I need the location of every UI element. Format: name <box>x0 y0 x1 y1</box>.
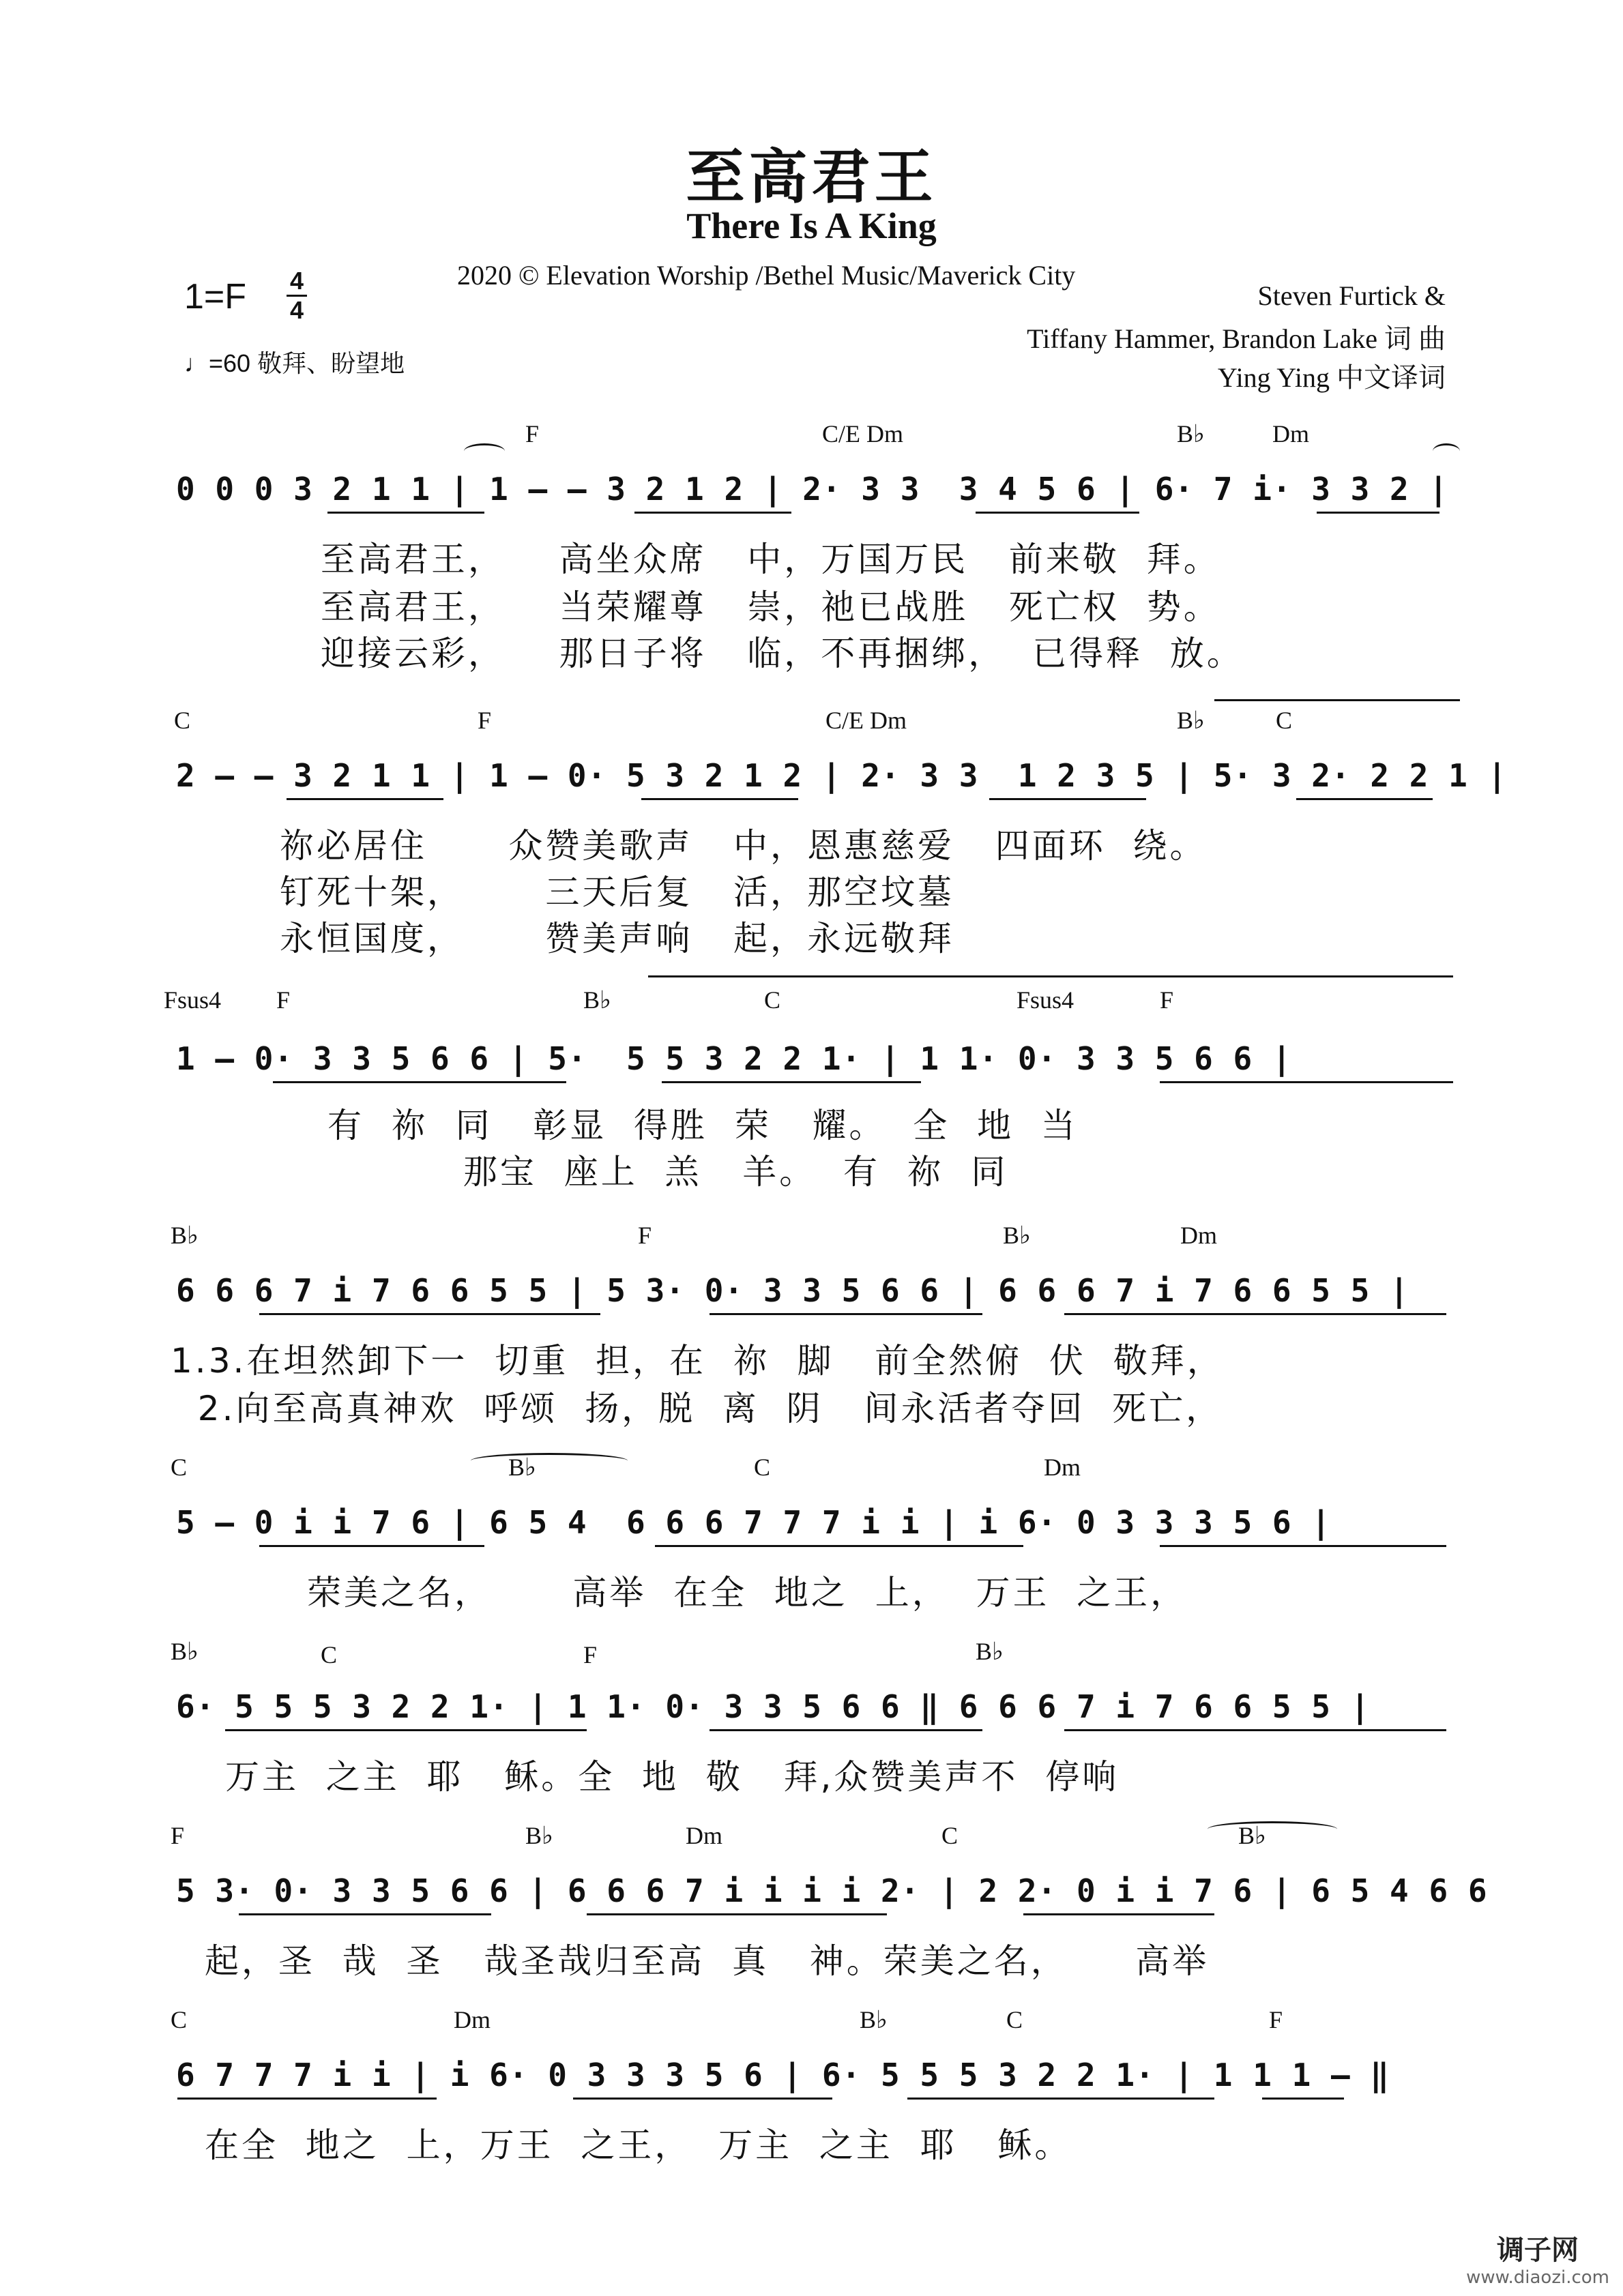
lyric-chorus: 万主 之主 耶 稣。全 地 敬 拜,众赞美声不 停响 <box>225 1757 1120 1797</box>
beam-line <box>1023 1913 1214 1915</box>
song-subtitle: There Is A King <box>686 205 937 246</box>
lyric-verse-2: 钉死十架， 三天后复 活，那空坟墓 <box>280 872 955 912</box>
chord-symbol: Fsus4 <box>164 986 222 1014</box>
lyric-verse-1: 至高君王， 高坐众席 中，万国万民 前来敬 拜。 <box>321 540 1220 579</box>
chord-symbol: F <box>638 1222 652 1249</box>
lyric-chorus: 荣美之名， 高举 在全 地之 上， 万王 之王， <box>307 1573 1188 1613</box>
beam-line <box>1317 512 1439 514</box>
lyric-chorus: 在全 地之 上，万王 之王， 万主 之主 耶 稣。 <box>205 2125 1072 2165</box>
notation-line: 2 – – 3 2 1 1 | 1 – 0· 5 3 2 1 2 | 2· 3 3 1 2 3 5 | 5· 3 2· 2 2 1 | <box>176 757 1508 794</box>
tempo-marking: ♩=60 敬拜、盼望地 <box>184 349 405 377</box>
lyric-verse-2: 2.向至高真神欢 呼颂 扬，脱 离 阴 间永活者夺回 死亡， <box>171 1389 1223 1428</box>
beam-line <box>710 1313 982 1315</box>
notation-line: 6· 5 5 5 3 2 2 1· | 1 1· 0· 3 3 5 6 6 ‖ 6 6 6 7 i 7 6 6 5 5 | <box>176 1688 1371 1725</box>
beam-line <box>710 1729 982 1731</box>
chord-symbol: Dm <box>1180 1222 1217 1249</box>
chord-symbol: F <box>525 420 540 447</box>
chord-symbol: F <box>478 707 492 734</box>
chord-symbol: B♭ <box>171 1222 199 1249</box>
beam-line <box>641 798 798 800</box>
lyric-verse-1: 祢必居住 众赞美歌声 中，恩惠慈爱 四面环 绕。 <box>280 826 1207 866</box>
chord-symbol: B♭ <box>860 2006 888 2033</box>
chord-symbol: C <box>1276 707 1293 734</box>
chord-symbol: B♭ <box>583 986 611 1014</box>
chord-symbol: B♭ <box>1177 707 1205 734</box>
beam-line <box>587 1913 887 1915</box>
beam-line <box>177 2098 437 2100</box>
lyric-verse-3: 迎接云彩， 那日子将 临，不再捆绑， 已得释 放。 <box>321 634 1244 673</box>
chord-symbol: Fsus4 <box>1017 986 1074 1014</box>
beam-line <box>287 798 443 800</box>
key-signature: 1=F <box>184 277 247 317</box>
notation-line: 6 6 6 7 i 7 6 6 5 5 | 5 3· 0· 3 3 5 6 6 | 6 6 6 7 i 7 6 6 5 5 | <box>176 1272 1409 1309</box>
lyric-verse-2: 至高君王， 当荣耀尊 崇，祂已战胜 死亡权 势。 <box>321 587 1220 627</box>
chord-symbol: B♭ <box>976 1638 1004 1665</box>
score-system-6 <box>0 1623 1623 1801</box>
beam-line <box>907 2098 1214 2100</box>
chord-symbol: C <box>171 1454 188 1481</box>
beam-line <box>1296 798 1433 800</box>
chord-symbol: F <box>276 986 291 1014</box>
lyric-verse-2: 那宝 座上 羔 羊。 有 祢 同 <box>327 1152 1008 1192</box>
slur-mark <box>471 1453 628 1469</box>
beam-line <box>327 512 484 514</box>
beam-line <box>662 1081 921 1083</box>
time-signature <box>287 267 307 324</box>
chord-symbol: B♭ <box>1177 420 1205 447</box>
beam-line <box>225 1729 587 1731</box>
chord-symbol: C <box>171 2006 188 2033</box>
beam-line <box>573 2098 832 2100</box>
score-system-3 <box>0 969 1623 1201</box>
chord-symbol: C <box>174 707 191 734</box>
score-system-5 <box>0 1439 1623 1617</box>
notation-line: 0 0 0 3 2 1 1 | 1 – – 3 2 1 2 | 2· 3 3 3 4 5 6 | 6· 7 i· 3 3 2 | <box>176 471 1449 507</box>
beam-line <box>976 512 1139 514</box>
song-title: 至高君王 <box>686 143 937 211</box>
chord-symbol: C <box>941 1822 959 1849</box>
copyright-line: 2020 © Elevation Worship /Bethel Music/Maverick City <box>457 260 1076 291</box>
chord-symbol: C/E Dm <box>825 707 907 734</box>
score-system-8 <box>0 1992 1623 2169</box>
chord-symbol: C <box>321 1641 338 1668</box>
volta-bracket <box>648 975 1453 977</box>
lyric-verse-1: 1.3.在坦然卸下一 切重 担，在 祢 脚 前全然俯 伏 敬拜， <box>171 1341 1224 1381</box>
composer-credit-1: Steven Furtick & <box>1257 280 1446 311</box>
beam-line <box>655 1545 1023 1547</box>
beam-line <box>1064 1313 1446 1315</box>
watermark-name: 调子网 <box>1497 2235 1579 2266</box>
chord-symbol: C <box>754 1454 771 1481</box>
score-system-7 <box>0 1808 1623 1985</box>
score-system-2 <box>0 689 1623 958</box>
chord-symbol: Dm <box>1272 420 1309 447</box>
beam-line <box>259 1545 484 1547</box>
chord-symbol: B♭ <box>508 1454 536 1481</box>
chord-symbol: B♭ <box>171 1638 199 1665</box>
beam-line <box>1064 1729 1446 1731</box>
beam-line <box>273 1081 566 1083</box>
time-signature-top: 4 <box>289 267 304 295</box>
time-signature-bottom: 4 <box>289 296 304 324</box>
chord-symbol: F <box>1269 2006 1283 2033</box>
chord-symbol: C <box>1006 2006 1023 2033</box>
notation-line: 5 3· 0· 3 3 5 6 6 | 6 6 6 7 i i i i 2· | 2 2· 0 i i 7 6 | 6 5 4 6 6 <box>176 1872 1488 1909</box>
beam-line <box>989 798 1146 800</box>
notation-line: 1 – 0· 3 3 5 6 6 | 5· 5 5 3 2 2 1· | 1 1· 0· 3 3 5 6 6 | <box>176 1040 1292 1077</box>
translator-credit: Ying Ying 中文译词 <box>1217 362 1446 393</box>
chord-symbol: Dm <box>454 2006 491 2033</box>
tie-mark <box>1433 443 1460 459</box>
beam-line <box>1160 1081 1453 1083</box>
chord-symbol: B♭ <box>525 1822 553 1849</box>
tie-mark <box>464 443 505 459</box>
score-system-1 <box>0 409 1623 673</box>
chord-symbol: Dm <box>1044 1454 1081 1481</box>
chord-symbol: F <box>1160 986 1174 1014</box>
beam-line <box>634 512 791 514</box>
lyric-verse-1: 有 祢 同 彰显 得胜 荣 耀。 全 地 当 <box>327 1106 1078 1145</box>
beam-line <box>1160 1545 1446 1547</box>
chord-symbol: B♭ <box>1238 1822 1266 1849</box>
chord-symbol: F <box>171 1822 185 1849</box>
score-system-4 <box>0 1207 1623 1432</box>
composer-credit-2: Tiffany Hammer, Brandon Lake 词 曲 <box>1027 323 1446 354</box>
lyric-verse-3: 永恒国度， 赞美声响 起，永远敬拜 <box>280 919 955 958</box>
chord-symbol: B♭ <box>1003 1222 1031 1249</box>
slur-mark <box>1208 1821 1337 1837</box>
beam-line <box>1262 2098 1344 2100</box>
chord-symbol: C/E Dm <box>822 420 904 447</box>
site-watermark <box>1466 2228 1609 2288</box>
watermark-url: www.diaozi.com <box>1466 2267 1609 2288</box>
chord-symbol: C <box>764 986 781 1014</box>
notation-line: 6 7 7 7 i i | i 6· 0 3 3 3 5 6 | 6· 5 5 5 3 2 2 1· | 1 1 1 – ‖ <box>176 2057 1390 2093</box>
beam-line <box>239 1913 491 1915</box>
beam-line <box>259 1313 600 1315</box>
volta-bracket <box>1214 699 1460 701</box>
notation-line: 5 – 0 i i 7 6 | 6 5 4 6 6 6 7 7 7 i i | i 6· 0 3 3 3 5 6 | <box>176 1504 1331 1541</box>
chord-symbol: Dm <box>686 1822 722 1849</box>
chord-symbol: F <box>583 1641 598 1668</box>
lyric-chorus: 起，圣 哉 圣 哉圣哉归至高 真 神。荣美之名， 高举 <box>205 1941 1210 1981</box>
